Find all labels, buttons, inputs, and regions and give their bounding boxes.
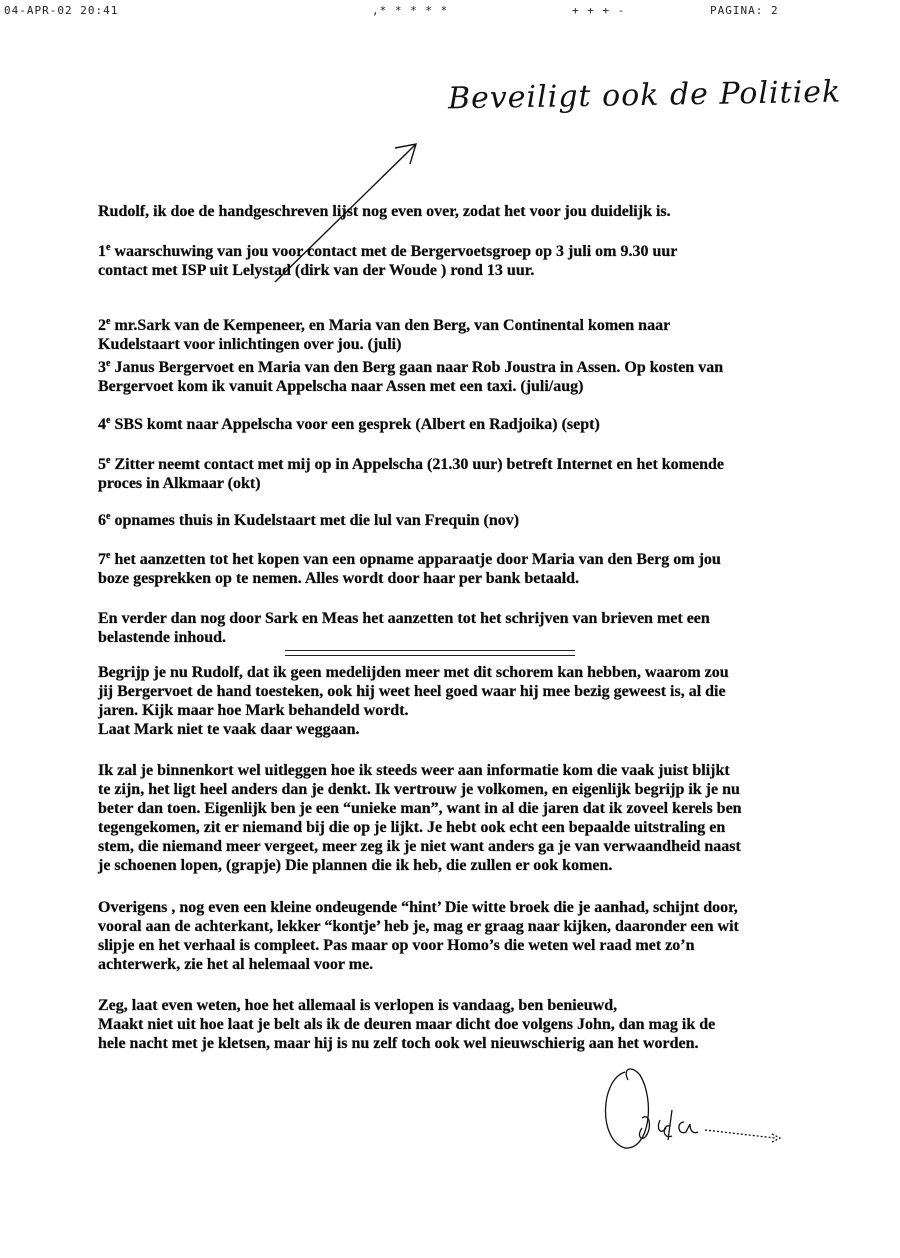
paragraph-line: Zeg, laat even weten, hoe het allemaal is verlopen is vandaag, ben benieuwd, [98, 997, 618, 1014]
item-text: mr.Sark van de Kempeneer, en Maria van den Berg, van Continental komen naar [110, 317, 671, 334]
item-line [98, 242, 677, 261]
paragraph-line: belastende inhoud. [98, 629, 227, 646]
numbered-item [98, 550, 721, 588]
item-text: Bergervoet kom ik vanuit Appelscha naar Assen met een taxi. (juli/aug) [98, 378, 584, 395]
numbered-item [98, 415, 600, 434]
paragraph-line: Ik zal je binnenkort wel uitleggen hoe ik steeds weer aan informatie kom die vaak juist blijkt [98, 762, 730, 779]
paragraph-line: vooral aan de achterkant, lekker “kontje’ heb je, mag er graag naar kijken, daaronder een wit [98, 918, 739, 935]
paragraph-line: Overigens , nog even een kleine ondeugende “hint’ Die witte broek die je aanhad, schijnt door, [98, 899, 738, 916]
body-paragraph [98, 996, 715, 1053]
intro-line: Rudolf, ik doe de handgeschreven lijst nog even over, zodat het voor jou duidelijk is. [98, 203, 671, 220]
paragraph-line: Maakt niet uit hoe laat je belt als ik de deuren maar dicht doe volgens John, dan mag ik de [98, 1016, 716, 1033]
item-text: waarschuwing van jou voor contact met de Bergervoetsgroep op 3 juli om 9.30 uur [110, 243, 678, 260]
item-ordinal-suffix: e [106, 550, 111, 561]
paragraph-line: slipje en het verhaal is compleet. Pas maar op voor Homo’s die weten wel raad met zo’n [98, 937, 695, 954]
item-number: 6 [98, 512, 106, 529]
signature-icon [605, 1069, 780, 1148]
item-line [98, 415, 600, 434]
paragraph-line: je schoenen lopen, (grapje) Die plannen die ik heb, die zullen er ook komen. [98, 857, 613, 874]
body-paragraph [98, 663, 729, 739]
body-paragraph [98, 761, 742, 875]
item-ordinal-suffix: e [106, 242, 111, 253]
item-text: SBS komt naar Appelscha voor een gesprek (Albert en Radjoika) (sept) [110, 416, 600, 433]
numbered-item [98, 511, 519, 530]
item-line [98, 511, 519, 530]
item-line [98, 569, 721, 588]
paragraph-line: tegengekomen, zit er niemand bij die op je lijkt. Je hebt ook echt een bepaalde uitstraling en [98, 819, 726, 836]
paragraph-line: Laat Mark niet te vaak daar weggaan. [98, 721, 360, 738]
paragraph-line: beter dan toen. Eigenlijk ben je een “unieke man”, want in al die jaren dat ik zoveel kerels ben [98, 800, 742, 817]
item-text: proces in Alkmaar (okt) [98, 475, 261, 492]
fax-timestamp: 04-APR-02 20:41 [4, 4, 119, 17]
item-number: 5 [98, 456, 106, 473]
handwritten-note: Beveiligt ook de Politiek [447, 74, 842, 117]
fax-marks: + + + - [572, 4, 626, 17]
item-ordinal-suffix: e [106, 511, 111, 522]
item-line [98, 335, 670, 354]
item-text: opnames thuis in Kudelstaart met die lul van Frequin (nov) [110, 512, 520, 529]
paragraph-line: te zijn, het ligt heel anders dan je denkt. Ik vertrouw je volkomen, en eigenlijk begrijp ik je nu [98, 781, 740, 798]
paragraph-line: Begrijp je nu Rudolf, dat ik geen medelijden meer met dit schorem kan hebben, waarom zou [98, 664, 729, 681]
item-ordinal-suffix: e [106, 316, 111, 327]
item-text: het aanzetten tot het kopen van een opname apparaatje door Maria van den Berg om jou [110, 551, 721, 568]
paragraph-line: En verder dan nog door Sark en Meas het aanzetten tot het schrijven van brieven met een [98, 610, 710, 627]
intro-paragraph [98, 202, 671, 221]
paragraph-line: stem, die niemand meer vergeet, meer zeg ik je niet want anders ga je van verwaandheid naast [98, 838, 741, 855]
paragraph-line: hele nacht met je kletsen, maar hij is nu zelf toch ook wel nieuwschierig aan het worden. [98, 1035, 699, 1052]
item-text: Zitter neemt contact met mij op in Appelscha (21.30 uur) betreft Internet en het komende [110, 456, 724, 473]
numbered-item [98, 455, 724, 493]
item-ordinal-suffix: e [106, 455, 111, 466]
paragraph-line: jaren. Kijk maar hoe Mark behandeld wordt. [98, 702, 409, 719]
item-text: boze gesprekken op te nemen. Alles wordt door haar per bank betaald. [98, 570, 580, 587]
item-text: Janus Bergervoet en Maria van den Berg gaan naar Rob Joustra in Assen. Op kosten van [110, 359, 724, 376]
item-line [98, 550, 721, 569]
item-text: Kudelstaart voor inlichtingen over jou. (juli) [98, 336, 402, 353]
body-paragraph [98, 898, 739, 974]
item-ordinal-suffix: e [106, 415, 111, 426]
item-number: 4 [98, 416, 106, 433]
body-paragraph [98, 609, 710, 647]
item-line [98, 455, 724, 474]
fax-page-number: PAGINA: 2 [710, 4, 779, 17]
item-number: 7 [98, 551, 106, 568]
numbered-item [98, 316, 670, 354]
item-number: 1 [98, 243, 106, 260]
item-line [98, 316, 670, 335]
fax-stars: ,* * * * * [372, 4, 449, 17]
numbered-item [98, 358, 723, 396]
numbered-item [98, 242, 677, 280]
item-number: 2 [98, 317, 106, 334]
item-ordinal-suffix: e [106, 358, 111, 369]
item-text: contact met ISP uit Lelystad (dirk van der Woude ) rond 13 uur. [98, 262, 535, 279]
paragraph-line: achterwerk, zie het al helemaal voor me. [98, 956, 374, 973]
paragraph-line: jij Bergervoet de hand toesteken, ook hij weet heel goed waar hij mee bezig geweest is, al die [98, 683, 726, 700]
item-number: 3 [98, 359, 106, 376]
item-line [98, 474, 724, 493]
divider-rule [285, 650, 575, 656]
item-line [98, 261, 677, 280]
item-line [98, 377, 723, 396]
item-line [98, 358, 723, 377]
